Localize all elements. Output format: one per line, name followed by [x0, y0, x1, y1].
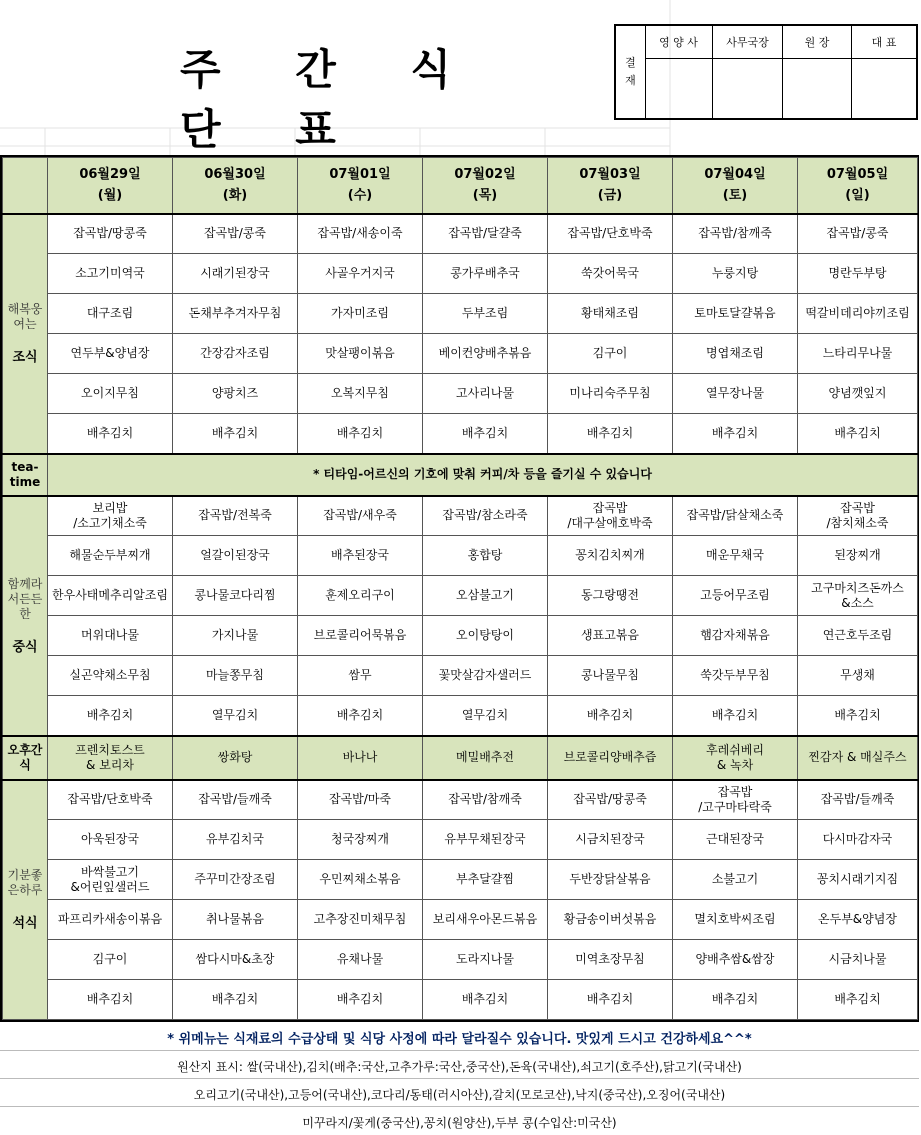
menu-item: 콩나물무침 — [548, 656, 673, 696]
menu-item: 유채나물 — [298, 940, 423, 980]
breakfast-row — [3, 334, 918, 374]
breakfast-section-label — [3, 214, 48, 454]
menu-item: 미나리숙주무침 — [548, 374, 673, 414]
menu-item: 잡곡밥/참소라죽 — [423, 496, 548, 536]
snack-item: 찐감자 & 매실주스 — [798, 736, 918, 780]
footer-divider — [0, 1078, 919, 1079]
approval-label-bottom: 재 — [625, 74, 636, 87]
menu-item: 쌈다시마&초장 — [173, 940, 298, 980]
menu-item: 잡곡밥/달걀죽 — [423, 214, 548, 254]
menu-item: 멸치호박씨조림 — [673, 900, 798, 940]
lunch-row — [3, 576, 918, 616]
day-of-week: (수) — [347, 188, 373, 204]
day-date: 07월05일 — [826, 167, 889, 183]
menu-item: 가지나물 — [173, 616, 298, 656]
approval-col-nutritionist — [645, 26, 713, 118]
day-date: 06월29일 — [79, 167, 141, 183]
menu-item: 근대된장국 — [673, 820, 798, 860]
menu-item: 한우사태메추리알조림 — [48, 576, 173, 616]
menu-item: 꽁치김치찌개 — [548, 536, 673, 576]
footer — [0, 1020, 919, 1135]
day-of-week: (월) — [97, 188, 123, 204]
menu-item: 잡곡밥/들깨죽 — [173, 780, 298, 820]
lunch-desc: 함께라서든든한 — [7, 576, 43, 621]
menu-item: 가자미조림 — [298, 294, 423, 334]
day-header — [298, 158, 423, 214]
menu-item: 맛살팽이볶음 — [298, 334, 423, 374]
menu-item: 된장찌개 — [798, 536, 918, 576]
menu-item: 잡곡밥/콩죽 — [798, 214, 918, 254]
menu-item: 명란두부탕 — [798, 254, 918, 294]
dinner-row — [3, 980, 918, 1020]
menu-item: 햄감자채볶음 — [673, 616, 798, 656]
lunch-row — [3, 656, 918, 696]
approval-box — [614, 24, 918, 120]
menu-item: 보리밥 /소고기채소죽 — [48, 496, 173, 536]
menu-item: 열무김치 — [173, 696, 298, 736]
menu-item: 잡곡밥/땅콩죽 — [48, 214, 173, 254]
menu-item: 고등어무조림 — [673, 576, 798, 616]
menu-item: 배추김치 — [798, 696, 918, 736]
menu-item: 배추김치 — [173, 980, 298, 1020]
origin-line-1: 원산지 표시: 쌀(국내산),김치(배추:국산,고추가루:국산,중국산),돈육(국내산),쇠고기(호주산),닭고기(국내산) — [177, 1060, 742, 1074]
day-of-week: (일) — [845, 188, 870, 204]
menu-item: 배추김치 — [423, 980, 548, 1020]
menu-item: 잡곡밥/참깨죽 — [673, 214, 798, 254]
menu-item: 쑥갓두부무침 — [673, 656, 798, 696]
menu-item: 시금치된장국 — [548, 820, 673, 860]
menu-item: 주꾸미간장조림 — [173, 860, 298, 900]
menu-item: 떡갈비데리야끼조림 — [798, 294, 918, 334]
day-header — [548, 158, 673, 214]
menu-item: 시금치나물 — [798, 940, 918, 980]
dinner-row — [3, 900, 918, 940]
menu-item: 실곤약채소무침 — [48, 656, 173, 696]
day-header — [423, 158, 548, 214]
menu-item: 김구이 — [48, 940, 173, 980]
menu-item: 잡곡밥/콩죽 — [173, 214, 298, 254]
page-title: 주 간 식 단 표 — [180, 45, 481, 154]
menu-item: 무생채 — [798, 656, 918, 696]
approval-role: 원 장 — [783, 26, 851, 59]
menu-item: 배추김치 — [673, 980, 798, 1020]
menu-item: 열무김치 — [423, 696, 548, 736]
menu-item: 소불고기 — [673, 860, 798, 900]
menu-item: 잡곡밥/땅콩죽 — [548, 780, 673, 820]
approval-label — [616, 26, 646, 118]
menu-item: 꽁치시래기지짐 — [798, 860, 918, 900]
menu-item: 잡곡밥/닭살채소죽 — [673, 496, 798, 536]
footer-divider — [0, 1106, 919, 1107]
menu-item: 잡곡밥/들깨죽 — [798, 780, 918, 820]
breakfast-row — [3, 294, 918, 334]
approval-col-ceo — [852, 26, 916, 118]
menu-item: 사골우거지국 — [298, 254, 423, 294]
menu-item: 연두부&양념장 — [48, 334, 173, 374]
menu-item: 명엽채조림 — [673, 334, 798, 374]
menu-item: 매운무채국 — [673, 536, 798, 576]
footer-notice: * 위메뉴는 식재료의 수급상태 및 식당 사정에 따라 달라질수 있습니다. 맛있게 드시고 건강하세요^^* — [167, 1032, 752, 1047]
menu-item: 두반장닭살볶음 — [548, 860, 673, 900]
teatime-row — [3, 454, 918, 496]
breakfast-row — [3, 254, 918, 294]
day-of-week: (금) — [597, 188, 623, 204]
origin-line-3: 미꾸라지/꽃게(중국산),꽁치(원양산),두부 콩(수입산:미국산) — [302, 1116, 617, 1130]
menu-item: 브로콜리어묵볶음 — [298, 616, 423, 656]
menu-item: 보리새우아몬드볶음 — [423, 900, 548, 940]
teatime-text: * 티타임-어르신의 기호에 맞춰 커피/차 등을 즐기실 수 있습니다 — [48, 454, 918, 496]
dinner-row — [3, 940, 918, 980]
dinner-row — [3, 780, 918, 820]
menu-item: 배추김치 — [48, 696, 173, 736]
menu-item: 우민찌채소볶음 — [298, 860, 423, 900]
menu-item: 다시마감자국 — [798, 820, 918, 860]
breakfast-row — [3, 374, 918, 414]
menu-item: 잡곡밥/단호박죽 — [48, 780, 173, 820]
breakfast-row — [3, 214, 918, 254]
menu-item: 열무장나물 — [673, 374, 798, 414]
day-header — [673, 158, 798, 214]
menu-item: 꽃맛살감자샐러드 — [423, 656, 548, 696]
menu-item: 유부무채된장국 — [423, 820, 548, 860]
menu-item: 잡곡밥/새송이죽 — [298, 214, 423, 254]
breakfast-name: 조식 — [12, 350, 38, 365]
dinner-desc: 기분좋은하루 — [7, 868, 43, 898]
breakfast-row — [3, 414, 918, 454]
menu-item: 양배추쌈&쌈장 — [673, 940, 798, 980]
snack-row — [3, 736, 918, 780]
menu-item: 배추김치 — [48, 414, 173, 454]
lunch-name: 중식 — [12, 639, 38, 655]
menu-item: 베이컨양배추볶음 — [423, 334, 548, 374]
menu-item: 아욱된장국 — [48, 820, 173, 860]
corner-cell — [3, 158, 48, 214]
menu-item: 간장감자조림 — [173, 334, 298, 374]
lunch-section-label — [3, 496, 48, 736]
dinner-row — [3, 860, 918, 900]
menu-item: 잡곡밥/새우죽 — [298, 496, 423, 536]
menu-item: 유부김치국 — [173, 820, 298, 860]
menu-item: 머위대나물 — [48, 616, 173, 656]
menu-item: 오복지무침 — [298, 374, 423, 414]
menu-item: 쌈무 — [298, 656, 423, 696]
menu-item: 온두부&양념장 — [798, 900, 918, 940]
approval-label-top: 결 — [625, 56, 636, 69]
menu-item: 황태채조림 — [548, 294, 673, 334]
menu-item: 고구마치즈돈까스 &소스 — [798, 576, 918, 616]
menu-item: 잡곡밥 /대구살애호박죽 — [548, 496, 673, 536]
day-header — [798, 158, 918, 214]
snack-item: 후레쉬베리 & 녹차 — [673, 736, 798, 780]
menu-item: 시래기된장국 — [173, 254, 298, 294]
menu-item: 도라지나물 — [423, 940, 548, 980]
menu-item: 배추김치 — [48, 980, 173, 1020]
menu-item: 배추김치 — [298, 696, 423, 736]
lunch-row — [3, 536, 918, 576]
menu-item: 생표고볶음 — [548, 616, 673, 656]
snack-label: 오후간식 — [3, 736, 48, 780]
approval-role: 영 양 사 — [645, 26, 712, 59]
menu-item: 배추김치 — [548, 980, 673, 1020]
menu-item: 홍합탕 — [423, 536, 548, 576]
menu-item: 느타리무나물 — [798, 334, 918, 374]
menu-item: 바싹불고기 &어린잎샐러드 — [48, 860, 173, 900]
menu-item: 연근호두조림 — [798, 616, 918, 656]
menu-item: 배추김치 — [798, 980, 918, 1020]
menu-item: 토마토달걀볶음 — [673, 294, 798, 334]
menu-item: 황금송이버섯볶음 — [548, 900, 673, 940]
lunch-row — [3, 616, 918, 656]
menu-item: 해물순두부찌개 — [48, 536, 173, 576]
menu-item: 배추김치 — [298, 414, 423, 454]
menu-item: 잡곡밥 /참치채소죽 — [798, 496, 918, 536]
menu-item: 누룽지탕 — [673, 254, 798, 294]
menu-item: 파프리카새송이볶음 — [48, 900, 173, 940]
menu-item: 대구조림 — [48, 294, 173, 334]
snack-item: 쌍화탕 — [173, 736, 298, 780]
day-of-week: (화) — [222, 188, 248, 204]
menu-item: 청국장찌개 — [298, 820, 423, 860]
menu-item: 소고기미역국 — [48, 254, 173, 294]
breakfast-desc: 해복웅여는 — [7, 302, 43, 331]
menu-item: 배추김치 — [548, 414, 673, 454]
menu-item: 배추김치 — [673, 696, 798, 736]
snack-item: 메밀배추전 — [423, 736, 548, 780]
menu-item: 오이지무침 — [48, 374, 173, 414]
menu-item: 배추김치 — [673, 414, 798, 454]
day-date: 06월30일 — [204, 167, 266, 183]
snack-item: 프렌치토스트 & 보리차 — [48, 736, 173, 780]
day-date: 07월02일 — [454, 167, 516, 183]
menu-item: 쑥갓어묵국 — [548, 254, 673, 294]
menu-item: 고사리나물 — [423, 374, 548, 414]
lunch-row — [3, 696, 918, 736]
menu-item: 마늘쫑무침 — [173, 656, 298, 696]
day-date: 07월04일 — [704, 167, 766, 183]
menu-item: 돈채부추겨자무침 — [173, 294, 298, 334]
origin-line-2: 오리고기(국내산),고등어(국내산),코다리/동태(러시아산),갈치(모로코산),낙지(중국산),오징어(국내산) — [193, 1088, 726, 1102]
menu-item: 잡곡밥/단호박죽 — [548, 214, 673, 254]
day-header — [48, 158, 173, 214]
menu-item: 잡곡밥/전복죽 — [173, 496, 298, 536]
dinner-name: 석식 — [12, 916, 38, 932]
snack-item: 브로콜리양배추즙 — [548, 736, 673, 780]
menu-item: 배추김치 — [423, 414, 548, 454]
menu-item: 두부조림 — [423, 294, 548, 334]
menu-item: 배추김치 — [798, 414, 918, 454]
menu-item: 김구이 — [548, 334, 673, 374]
day-of-week: (목) — [472, 188, 498, 204]
dinner-section-label — [3, 780, 48, 1020]
snack-item: 바나나 — [298, 736, 423, 780]
menu-item: 양팡치즈 — [173, 374, 298, 414]
menu-item: 동그랑땡전 — [548, 576, 673, 616]
menu-item: 잡곡밥/참깨죽 — [423, 780, 548, 820]
menu-item: 배추김치 — [548, 696, 673, 736]
menu-item: 오삼불고기 — [423, 576, 548, 616]
day-date: 07월03일 — [579, 167, 641, 183]
date-header-row — [3, 158, 918, 214]
lunch-row — [3, 496, 918, 536]
approval-role: 대 표 — [852, 26, 916, 59]
menu-item: 콩가루배추국 — [423, 254, 548, 294]
menu-item: 배추김치 — [298, 980, 423, 1020]
weekly-menu-table — [0, 155, 919, 1022]
day-of-week: (토) — [722, 188, 748, 204]
menu-item: 취나물볶음 — [173, 900, 298, 940]
approval-role: 사무국장 — [713, 26, 782, 59]
menu-item: 미역초장무침 — [548, 940, 673, 980]
menu-item: 잡곡밥 /고구마타락죽 — [673, 780, 798, 820]
menu-item: 배추된장국 — [298, 536, 423, 576]
menu-item: 잡곡밥/마죽 — [298, 780, 423, 820]
menu-item: 훈제오리구이 — [298, 576, 423, 616]
menu-item: 배추김치 — [173, 414, 298, 454]
approval-col-manager — [713, 26, 783, 118]
approval-col-director — [783, 26, 852, 118]
dinner-row — [3, 820, 918, 860]
menu-item: 얼갈이된장국 — [173, 536, 298, 576]
teatime-label: tea-time — [3, 454, 48, 496]
menu-item: 오이탕탕이 — [423, 616, 548, 656]
footer-divider — [0, 1050, 919, 1051]
day-header — [173, 158, 298, 214]
menu-item: 양념깻잎지 — [798, 374, 918, 414]
day-date: 07월01일 — [329, 167, 391, 183]
menu-item: 부추달걀찜 — [423, 860, 548, 900]
menu-item: 콩나물코다리찜 — [173, 576, 298, 616]
menu-item: 고추장진미채무침 — [298, 900, 423, 940]
